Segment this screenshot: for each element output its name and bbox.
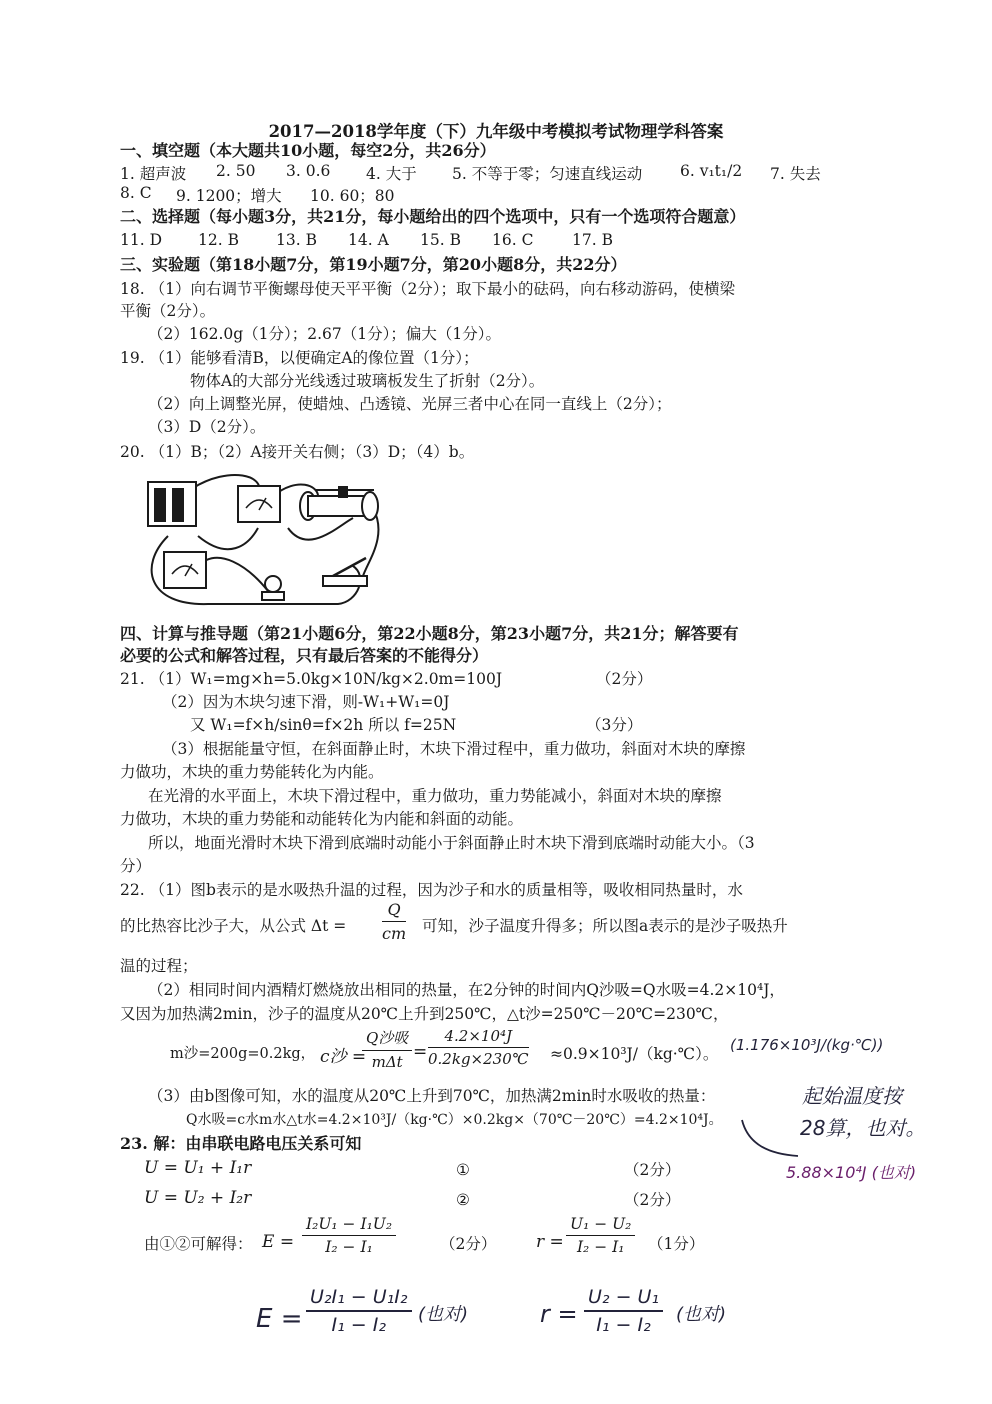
circuit-diagram [138,466,388,614]
fraction-denominator: I₁ − I₂ [596,1314,651,1336]
q22-line5: 又因为加热满2min，沙子的温度从20℃上升到250℃，△t沙=250℃－20℃=230℃， [120,1005,729,1023]
q23-solve: 由①②可解得： [144,1235,253,1253]
handwritten-E-ok: (也对) [418,1304,469,1325]
answer-12: 12. B [198,231,239,249]
q23-E-fraction [302,1215,396,1256]
answer-14: 14. A [348,231,389,249]
q23-eq2: U = U₂ + I₂r [144,1188,252,1208]
q23-eq2-score: （2分） [624,1191,681,1209]
fraction-denominator: mΔt [371,1053,403,1071]
q22-mass: m沙=200g=0.2kg， [170,1046,316,1062]
answer-7: 7. 失去 [770,165,821,183]
section1-row1 [120,162,950,182]
answer-2: 2. 50 [216,162,256,180]
handwritten-E-label: E = [256,1304,303,1334]
q23-E-score: （2分） [440,1235,497,1253]
fraction-denominator: cm [382,924,407,943]
fraction-numerator: 4.2×10⁴J [428,1027,529,1048]
q21-line1: 21. （1）W₁=mg×h=5.0kg×10N/kg×2.0m=100J [120,670,503,688]
fraction-denominator: I₁ − I₂ [331,1314,386,1336]
page-title: 2017—2018学年度（下）九年级中考模拟考试物理学科答案 [268,122,724,141]
q18-line2: 平衡（2分）。 [120,302,216,320]
equals-sign: = [413,1042,428,1062]
q23-line1: 23. 解：由串联电路电压关系可知 [120,1134,362,1153]
q22-line2b: 可知，沙子温度升得多；所以图a表示的是沙子吸热升 [422,917,788,935]
q21-line5: 力做功，木块的重力势能转化为内能。 [120,763,384,781]
fraction-denominator: I₂ − I₁ [325,1238,373,1256]
rheostat [308,496,368,516]
q23-eq1-score: （2分） [624,1161,681,1179]
q23-eq1: U = U₁ + I₁r [144,1158,252,1178]
handwritten-arrow [738,1114,802,1160]
answer-4: 4. 大于 [366,165,417,183]
circuit-wire [198,528,258,549]
q22-line4: （2）相同时间内酒精灯燃烧放出相同的热量，在2分钟的时间内Q沙吸=Q水吸=4.2×10⁴J， [148,981,785,999]
q22-line8: Q水吸=c水m水△t水=4.2×10³J/（kg·℃）×0.2kg×（70℃－20℃）=4.2×10⁴J。 [186,1112,723,1128]
section1-row2 [120,184,950,204]
c-sand-result: ≈0.9×10³J/（kg·℃）。 [550,1045,719,1063]
q21-line3: 又 W₁=f×h/sinθ=f×2h 所以 f=25N [190,716,457,734]
q19-line3: （2）向上调整光屏，使蜡烛、凸透镜、光屏三者中心在同一直线上（2分）； [148,395,672,413]
q23-r-fraction [566,1215,635,1256]
handwritten-E-fraction [306,1286,412,1336]
answer-1: 1. 超声波 [120,165,187,183]
fraction-numerator: Q沙吸 [362,1027,412,1051]
lamp-base [262,592,284,600]
fraction-numerator: Q [382,900,406,922]
section4-heading-line2: 必要的公式和解答过程，只有最后答案的不能得分） [120,646,489,665]
c-sand-label: c沙 = [320,1047,367,1067]
fraction-denominator: I₂ − I₁ [576,1238,625,1256]
answer-9: 9. 1200；增大 [176,187,282,205]
q21-line6: 在光滑的水平面上，木块下滑过程中，重力做功，重力势能减小，斜面对木块的摩擦 [148,787,722,805]
q23-eq2-number: ② [456,1191,470,1209]
c-sand-fraction-1 [362,1027,412,1071]
circuit-wire [288,518,353,540]
q18-line3: （2）162.0g（1分）；2.67（1分）；偏大（1分）。 [148,325,502,343]
q23-E-label: E = [262,1232,295,1252]
q21-line1-score: （2分） [596,670,653,688]
q21-line2: （2）因为木块匀速下滑，则-W₁+W₁=0J [162,693,450,711]
section4-heading-line1: 四、计算与推导题（第21小题6分，第22小题8分，第23小题7分，共21分；解答要有 [120,624,739,643]
answer-15: 15. B [420,231,461,249]
handwritten-q-alternative: 5.88×10⁴J (也对) [786,1163,917,1182]
switch-base [323,576,367,586]
handwritten-r-ok: (也对) [676,1304,727,1325]
lamp [265,576,281,592]
section2-answers [120,231,720,251]
answer-5: 5. 不等于零；匀速直线运动 [452,165,643,183]
arrow-stroke [742,1120,798,1156]
rheostat-slider [338,486,348,498]
q18-line1: 18. （1）向右调节平衡螺母使天平平衡（2分）；取下最小的砝码，向右移动游码，使横梁 [120,280,736,298]
fraction-numerator: U₂ − U₁ [584,1286,663,1312]
section3-heading: 三、实验题（第18小题7分，第19小题7分，第20小题8分，共22分） [120,255,627,274]
q22-line2a: 的比热容比沙子大，从公式 Δt = [120,917,347,935]
answer-11: 11. D [120,231,163,249]
c-sand-fraction-2 [428,1027,529,1068]
fraction-denominator: 0.2kg×230℃ [428,1050,529,1068]
q21-line9: 分） [120,857,152,875]
handwritten-r-label: r = [540,1300,578,1328]
answer-16: 16. C [492,231,534,249]
answer-10: 10. 60；80 [310,187,395,205]
answer-13: 13. B [276,231,317,249]
q23-r-label: r = [536,1232,564,1252]
answer-6: 6. v₁t₁/2 [680,162,743,180]
voltmeter [164,552,206,588]
q22-line1: 22. （1）图b表示的是水吸热升温的过程，因为沙子和水的质量相等，吸收相同热量时，水 [120,881,743,899]
switch-blade [333,558,366,576]
q19-line2: 物体A的大部分光线透过玻璃板发生了折射（2分）。 [190,372,545,390]
q23-eq1-number: ① [456,1161,470,1179]
q22-line3: 温的过程； [120,957,198,975]
fraction-numerator: U₂I₁ − U₁I₂ [306,1286,412,1312]
q20-line1: 20. （1）B；（2）A接开关右侧；（3）D；（4）b。 [120,443,475,461]
section2-heading: 二、选择题（每小题3分，共21分，每小题给出的四个选项中，只有一个选项符合题意） [120,207,746,226]
handwritten-note-line2: 28算，也对。 [800,1116,926,1140]
circuit-wire [198,558,268,591]
ammeter [238,486,280,522]
fraction-numerator: I₂U₁ − I₁U₂ [302,1215,396,1236]
q21-line4: （3）根据能量守恒，在斜面静止时，木块下滑过程中，重力做功，斜面对木块的摩擦 [162,740,746,758]
answer-17: 17. B [572,231,613,249]
delta-t-fraction [382,900,406,943]
answer-8: 8. C [120,184,152,202]
battery-cell [154,488,166,522]
q23-r-score: （1分） [648,1235,705,1253]
q22-line7: （3）由b图像可知，水的温度从20℃上升到70℃，加热满2min时水吸收的热量： [148,1087,716,1105]
section1-heading: 一、填空题（本大题共10小题，每空2分，共26分） [120,141,496,160]
handwritten-note-line1: 起始温度按 [802,1084,902,1108]
fraction-numerator: U₁ − U₂ [566,1215,635,1236]
q19-line4: （3）D（2分）。 [148,418,266,436]
handwritten-c-alternative: (1.176×10³J/(kg·℃)) [730,1036,884,1054]
q21-line8: 所以，地面光滑时木块下滑到底端时动能小于斜面静止时木块下滑到底端时动能大小。（3 [148,834,755,852]
answer-3: 3. 0.6 [286,162,331,180]
q19-line1: 19. （1）能够看清B，以便确定A的像位置（1分）； [120,349,479,367]
handwritten-r-fraction [584,1286,663,1336]
q21-line7: 力做功，木块的重力势能和动能转化为内能和斜面的动能。 [120,810,524,828]
rheostat-end [362,492,378,520]
battery-cell [172,488,184,522]
q21-line3-score: （3分） [586,716,643,734]
